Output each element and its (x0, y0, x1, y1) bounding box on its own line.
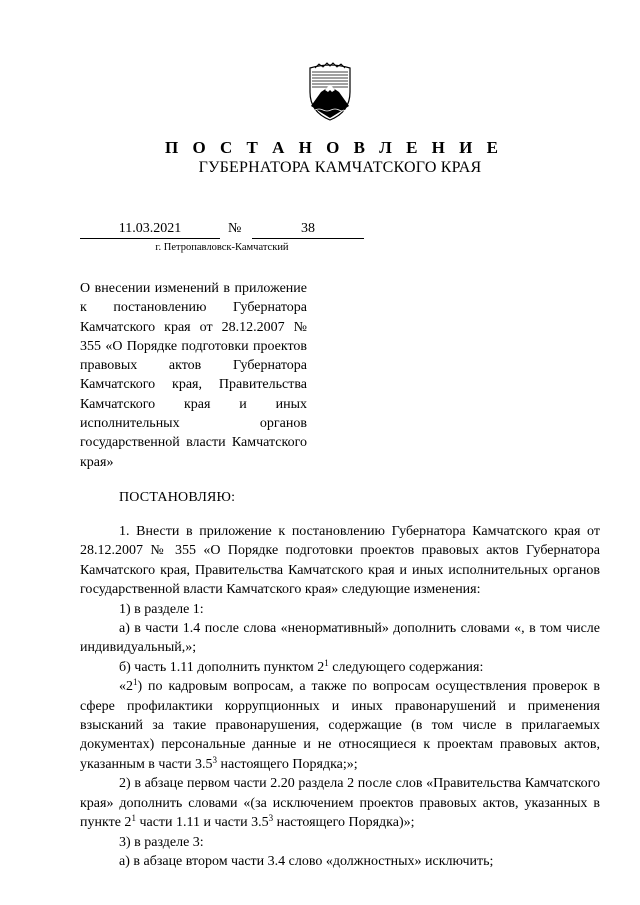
paragraph-6-text-b: части 1.11 и части 3.5 (135, 815, 269, 831)
paragraph-4-text-b: следующего содержания: (328, 659, 484, 675)
superscript: 1 (324, 657, 329, 668)
paragraph-4-text-a: б) часть 1.11 дополнить пунктом 2 (119, 659, 325, 675)
superscript: 3 (268, 813, 274, 824)
kamchatka-coat-of-arms-icon (305, 62, 355, 122)
paragraph-5 (80, 677, 600, 774)
paragraph-5-text-c: настоящего Порядка;»; (217, 756, 358, 772)
paragraph-6-text-a: 2) в абзаце первом части 2.20 раздела 2 после слов «Правительства Камчатского края» дополнить словами «(за исключением проектов правовых актов, указанных в пункте 2 (80, 776, 600, 831)
decree-word: ПОСТАНОВЛЯЮ: (119, 490, 236, 505)
document-subject: О внесении изменений в приложение к постановлению Губернатора Камчатского края от 28.12.2007 № 355 «О Порядке подготовки проектов правовых актов Губернатора Камчатского края, Правительства Камчатского края и иных исполнительных органов государственной власти Камчатского края» (80, 281, 307, 470)
paragraph-3: а) в части 1.4 после слова «ненормативный» дополнить словами «, в том числе индивидуальный,»; (80, 621, 600, 656)
superscript: 1 (131, 813, 136, 824)
document-date: 11.03.2021 (80, 221, 220, 239)
document-issuer: ГУБЕРНАТОРА КАМЧАТСКОГО КРАЯ (198, 159, 482, 176)
superscript: 3 (212, 754, 217, 765)
paragraph-4 (80, 658, 600, 677)
document-title: П О С Т А Н О В Л Е Н И Е (165, 138, 503, 157)
paragraph-7: 3) в разделе 3: (119, 834, 204, 850)
paragraph-1: 1. Внести в приложение к постановлению Губернатора Камчатского края от 28.12.2007 № 355 «О Порядке подготовки проектов правовых актов Губернатора Камчатского края, Правительства Камчатского края и иных исполнительных органов государственной власти Камчатского края» следующие изменения: (80, 524, 600, 598)
paragraph-6-text-c: настоящего Порядка)»; (273, 815, 415, 831)
paragraph-5-text-a: «2 (119, 679, 133, 695)
document-body (80, 522, 600, 871)
paragraph-2: 1) в разделе 1: (119, 601, 204, 617)
number-sign: № (228, 221, 242, 236)
issue-place: г. Петропавловск-Камчатский (155, 242, 289, 253)
paragraph-6 (80, 774, 600, 832)
document-number: 38 (252, 221, 364, 239)
registration-line (80, 221, 364, 241)
paragraph-8: а) в абзаце втором части 3.4 слово «должностных» исключить; (119, 853, 494, 869)
paragraph-5-text-b: ) по кадровым вопросам, а также по вопросам осуществления проверок в сфере профилактики коррупционных и иных правонарушений и применения взысканий за такие правонарушения, содержащие (в том числе в прилагаемых документах) персональные данные и не относящиеся к проектам правовых актов, указанным в части 3.5 (80, 679, 600, 772)
superscript: 1 (133, 677, 138, 688)
